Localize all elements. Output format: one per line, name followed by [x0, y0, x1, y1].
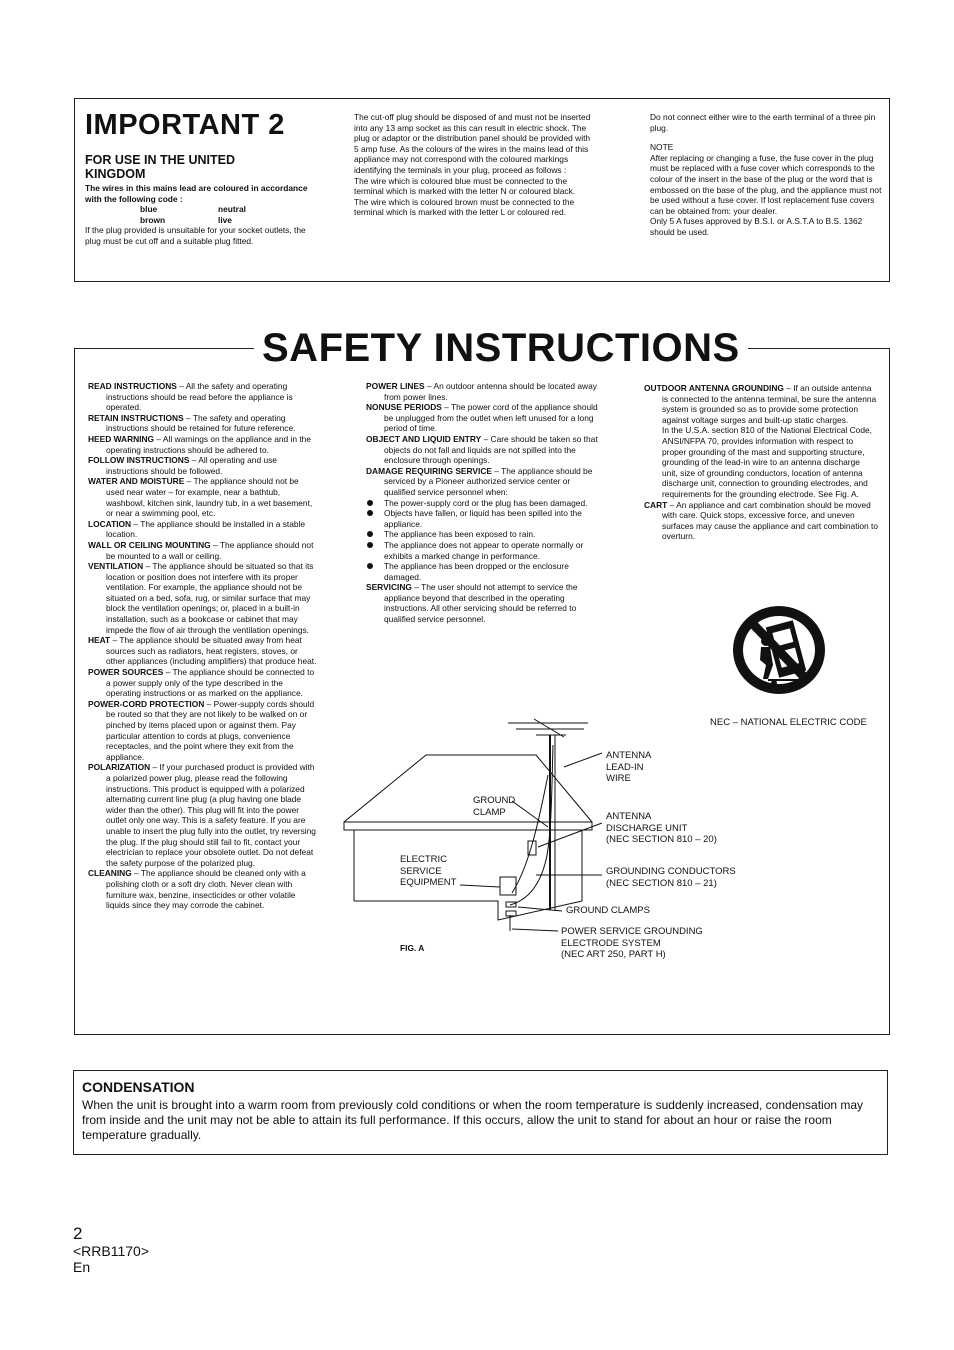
important-title: IMPORTANT 2: [85, 109, 285, 141]
safety-col1-entry: READ INSTRUCTIONS – All the safety and operating instructions should be read before the appliance is operated.: [88, 381, 293, 413]
safety-col1-entry: VENTILATION – The appliance should be situated so that its location or position does not interfere with its proper ventilation. For example, the appliance should not be situated on a bed, sofa, rug, or similar surface that may block the ventilation openings; or, placed in a built-in installation, such as a bookcase or cabinet that may impede the flow of air through the ventilation openings.: [88, 561, 314, 635]
safety-col1-entry: HEED WARNING – All warnings on the appliance and in the operating instructions should be adhered to.: [88, 433, 311, 455]
safety-col3-entry: CART – An appliance and cart combination should be moved with care. Quick stops, excessive force, and uneven surfaces may cause the appliance and cart combination to overturn.: [644, 499, 879, 542]
damage-bullet-item: The appliance has been exposed to rain.: [366, 529, 598, 540]
fig-label: FIG. A: [400, 943, 425, 953]
language-code: En: [73, 1259, 91, 1275]
damage-bullet-item: The appliance has been dropped or the enclosure damaged.: [366, 561, 598, 582]
safety-col3-entry: OUTDOOR ANTENNA GROUNDING – If an outside antenna is connected to the antenna terminal, be sure the antenna system is grounded so as to provide some protection against voltage surges and built-up static charges.: [644, 383, 877, 425]
safety-col1-entry: CLEANING – The appliance should be cleaned only with a polishing cloth or a soft dry cloth. Never clean with furniture wax, benzine, insecticides or other volatile liquids since they may corrode the cabinet.: [88, 868, 306, 911]
code-row-blue: blue neutral: [140, 204, 246, 215]
damage-bullets: [366, 498, 598, 583]
label-electric-service: ELECTRIC SERVICE EQUIPMENT: [400, 854, 457, 888]
safety-col1: [88, 381, 319, 911]
safety-col1-entry: FOLLOW INSTRUCTIONS – All operating and use instructions should be followed.: [88, 455, 277, 476]
condensation-box: [73, 1070, 888, 1155]
condensation-title: CONDENSATION: [82, 1079, 195, 1095]
condensation-body: When the unit is brought into a warm room from previously cold conditions or when the room temperature is suddenly increased, condensation may from inside and the unit may not be able to attain its full performance. If this occurs, allow the unit to stand for about an hour or raise the room temperature gradually.: [82, 1098, 864, 1143]
safety-col2-entry: NONUSE PERIODS – The power cord of the appliance should be unplugged from the outlet when left unused for a long period of time.: [366, 402, 598, 434]
safety-col3-entry: In the U.S.A. section 810 of the National Electrical Code, ANSI/NFPA 70, provides information with respect to proper grounding of the mast and supporting structure, grounding of the lead-in wire to an antenna discharge unit, size of grounding conductors, location of antenna discharge unit, connection to grounding electrodes, and requirements for the grounding electrode. See Fig. A.: [662, 425, 872, 499]
safety-title: SAFETY INSTRUCTIONS: [254, 327, 748, 369]
damage-bullet-item: The appliance does not appear to operate normally or exhibits a marked change in performance.: [366, 540, 598, 561]
page-footer: [73, 1225, 149, 1275]
safety-col1-entry: POWER-CORD PROTECTION – Power-supply cords should be routed so that they are not likely to be walked on or pinched by items placed upon or against them. Pay particular attention to cords at plugs, convenience receptacles, and the point where they exit from the appliance.: [88, 698, 315, 762]
code-row-brown: brown live: [140, 214, 232, 225]
label-antenna-leadin: ANTENNA LEAD-IN WIRE: [606, 750, 652, 784]
servicing-entry: SERVICING – The user should not attempt to service the appliance beyond that described in the operating instructions. All other servicing should be referred to qualified service personnel.: [366, 582, 578, 625]
damage-bullet-item: The power-supply cord or the plug has been damaged.: [366, 498, 598, 509]
safety-col1-entry: RETAIN INSTRUCTIONS – The safety and operating instructions should be retained for future reference.: [88, 412, 296, 434]
note-body: After replacing or changing a fuse, the fuse cover in the plug must be replaced with a fuse cover which corresponds to the colour of the insert in the base of the plug or the word that is embossed on the base of the plug, and the appliance must not be used without a fuse cover. If lost replacement fuse covers can be obtained from: your dealer.: [650, 152, 882, 216]
safety-col1-entry: HEAT – The appliance should be situated away from heat sources such as radiators, heat registers, stoves, or other appliances (including amplifiers) that produce heat.: [88, 635, 317, 667]
important-col2-text: The cut-off plug should be disposed of and must not be inserted into any 13 amp socket as this can result in electric shock. The plug or adaptor or the distribution panel should be provided with 5 amp fuse. As the colours of the wires in the mains lead of this appliance may not correspond with the coloured markings identifying the terminals in your plug, proceed as follows :: [354, 112, 591, 175]
label-ground-clamps: GROUND CLAMPS: [566, 905, 650, 916]
safety-col2-entry: POWER LINES – An outdoor antenna should be located away from power lines.: [366, 381, 597, 402]
model-code: <RRB1170>: [73, 1243, 150, 1259]
safety-col3: [644, 383, 878, 542]
safety-col1-entry: WALL OR CEILING MOUNTING – The appliance should not be mounted to a wall or ceiling.: [88, 539, 314, 561]
important-brown-wire: The wire which is coloured brown must be connected to the terminal which is marked with the letter L or coloured red.: [354, 196, 575, 218]
safety-col2-entry: OBJECT AND LIQUID ENTRY – Care should be taken so that objects do not fall and liquids are not spilled into the enclosure through openings.: [366, 433, 598, 466]
label-ground-clamp: GROUND CLAMP: [473, 795, 516, 818]
safety-col1-entry: LOCATION – The appliance should be installed in a stable location.: [88, 518, 306, 540]
page-number: 2: [73, 1224, 83, 1243]
safety-col1-entry: POLARIZATION – If your purchased product is provided with a polarized power plug, please read the following instructions. This product is equipped with a polarized alternating current line plug (a plug having one blade wider than the other). This plug will fit into the power outlet only one way. This is a safety feature. If you are unable to insert the plug fully into the outlet, try reversing the plug. If the plug should still fail to fit, contact your electrician to replace your obsolete outlet. Do not defeat the safety purpose of the polarized plug.: [88, 762, 316, 868]
label-grounding-conductors: GROUNDING CONDUCTORS (NEC SECTION 810 – 21): [606, 866, 736, 889]
important-subtitle-1: FOR USE IN THE UNITED: [85, 153, 236, 167]
safety-col1-entry: WATER AND MOISTURE – The appliance should not be used near water – for example, near a bathtub, washbowl, kitchen sink, laundry tub, in a wet basement, or near a swimming pool, etc.: [88, 476, 313, 519]
important-box: [74, 98, 890, 282]
note-fuse: Only 5 A fuses approved by B.S.I. or A.S.T.A to B.S. 1362 should be used.: [650, 216, 863, 237]
important-blue-wire: The wire which is coloured blue must be connected to the terminal which is marked with the letter N or coloured black.: [354, 175, 576, 197]
important-subtitle-2: KINGDOM: [85, 167, 146, 181]
damage-bullet-item: Objects have fallen, or liquid has been spilled into the appliance.: [366, 508, 598, 529]
important-earth-warning: Do not connect either wire to the earth terminal of a three pin plug.: [650, 112, 876, 133]
safety-col2-entry: DAMAGE REQUIRING SERVICE – The appliance should be serviced by a Pioneer authorized service center or qualified service personnel when:: [366, 465, 593, 497]
safety-col1-entry: POWER SOURCES – The appliance should be connected to a power supply only of the type described in the operating instructions or as marked on the appliance.: [88, 667, 315, 699]
nec-note: NEC – NATIONAL ELECTRIC CODE: [710, 717, 867, 728]
plug-note: If the plug provided is unsuitable for your socket outlets, the plug must be cut off and a suitable plug fitted.: [85, 225, 306, 246]
note-label: NOTE: [650, 142, 674, 153]
label-discharge-unit: ANTENNA DISCHARGE UNIT (NEC SECTION 810 – 20): [606, 811, 717, 845]
cart-tipover-warning-icon: [730, 605, 828, 695]
safety-col2: [366, 381, 598, 625]
wires-intro: The wires in this mains lead are coloured in accordance with the following code :: [85, 183, 308, 204]
label-power-service: POWER SERVICE GROUNDING ELECTRODE SYSTEM (NEC ART 250, PART H): [561, 926, 703, 960]
